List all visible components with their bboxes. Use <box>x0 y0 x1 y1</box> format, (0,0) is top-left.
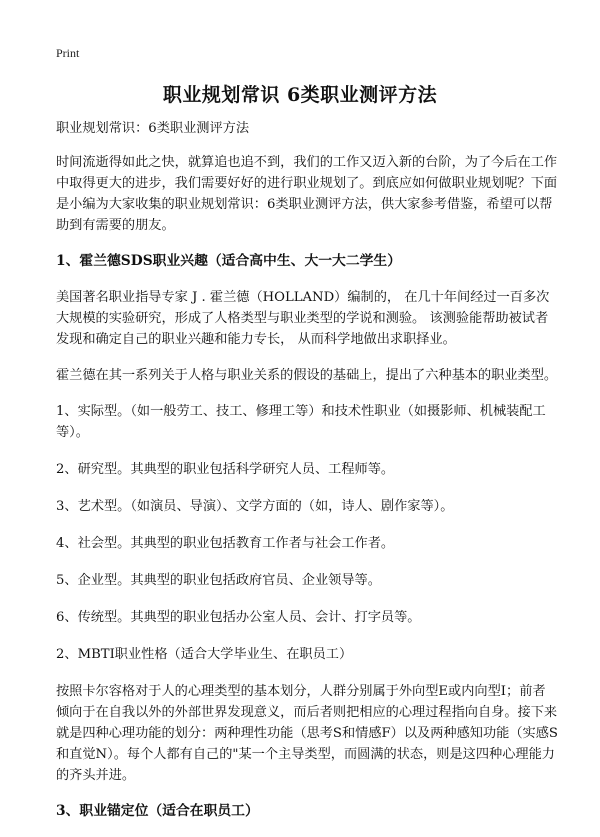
section-1-paragraph-2: 霍兰德在其一系列关于人格与职业关系的假设的基础上，提出了六种基本的职业类型。 <box>56 368 558 383</box>
type-item-enterprising: 5、企业型。其典型的职业包括政府官员、企业领导等。 <box>56 573 381 588</box>
section-2-heading: 2、MBTI职业性格（适合大学毕业生、在职员工） <box>56 647 353 662</box>
section-3-heading: 3、职业锚定位（适合在职员工） <box>56 803 259 819</box>
article-subtitle: 职业规划常识：6类职业测评方法 <box>56 121 250 136</box>
section-1-paragraph-1: 美国著名职业指导专家 J . 霍兰德（HOLLAND）编制的， 在几十年间经过一百多次大规模的实验研究，形成了人格类型与职业类型的学说和测验。 该测验能帮助被试者发现和确定自己的职业兴趣和能力专长， 从而科学地做出求职择业。 <box>56 290 550 347</box>
section-2-paragraph: 按照卡尔容格对于人的心理类型的基本划分，人群分别属于外向型E或内向型I；前者倾向于在自我以外的外部世界发现意义，而后者则把相应的心理过程指向自身。接下来就是四种心理功能的划分：两种理性功能（思考S和情感F）以及两种感知功能（实感S和直觉N）。每个人都有自己的"某一个主导类型，而圆满的状态，则是这四种心理能力的齐头并进。 <box>56 684 558 783</box>
intro-paragraph: 时间流逝得如此之快，就算追也追不到，我们的工作又迈入新的台阶，为了今后在工作中取得更大的进步，我们需要好好的进行职业规划了。到底应如何做职业规划呢？下面是小编为大家收集的职业规划常识：6类职业测评方法，供大家参考借鉴，希望可以帮助到有需要的朋友。 <box>56 155 558 233</box>
page-title: 职业规划常识 6类职业测评方法 <box>162 84 438 106</box>
type-item-conventional: 6、传统型。其典型的职业包括办公室人员、会计、打字员等。 <box>56 610 421 625</box>
type-item-investigative: 2、研究型。其典型的职业包括科学研究人员、工程师等。 <box>56 462 395 477</box>
type-item-artistic: 3、艺术型。（如演员、导演）、文学方面的（如，诗人、剧作家等）。 <box>56 499 454 514</box>
section-1-heading: 1、霍兰德SDS职业兴趣（适合高中生、大一大二学生） <box>56 253 402 269</box>
article-body <box>56 118 558 837</box>
type-item-realistic: 1、实际型。（如一般劳工、技工、修理工等）和技术性职业（如摄影师、机械装配工等）。 <box>56 404 546 440</box>
type-item-social: 4、社会型。其典型的职业包括教育工作者与社会工作者。 <box>56 536 395 551</box>
print-label[interactable]: Print <box>56 46 80 60</box>
